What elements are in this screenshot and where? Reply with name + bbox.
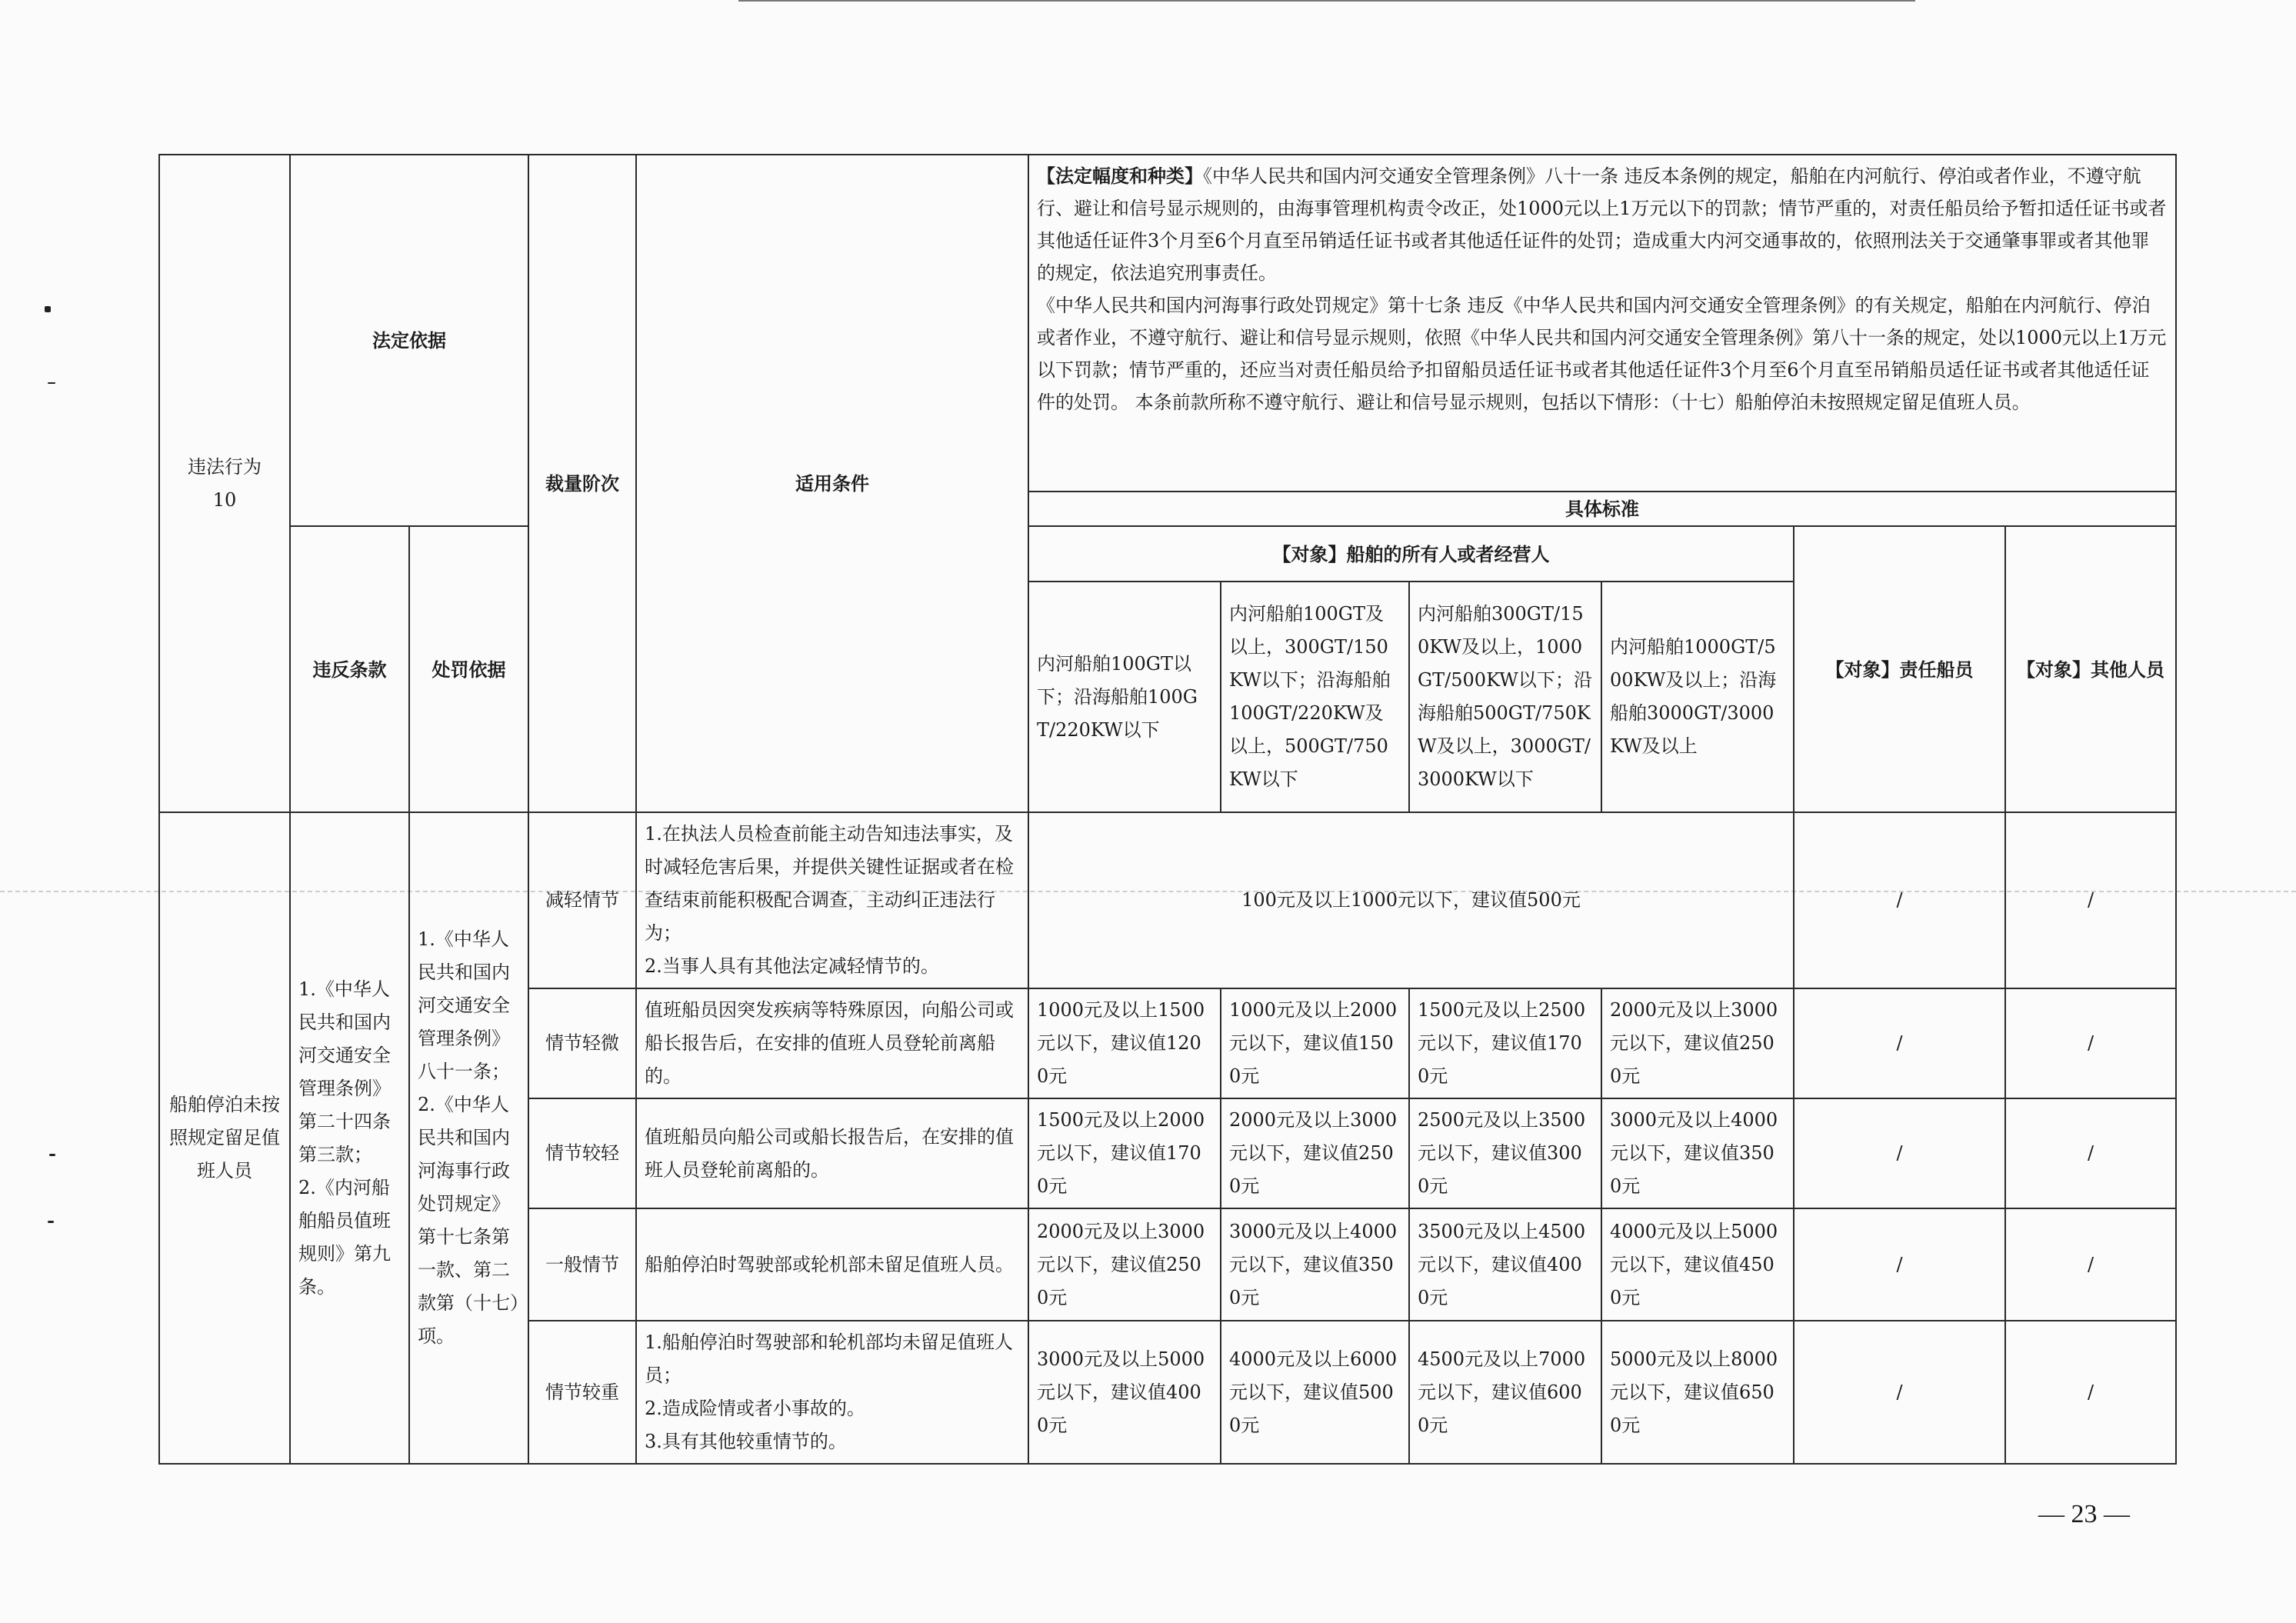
other-cell: / — [2005, 1321, 2176, 1464]
fine-cell: 4500元及以上7000元以下，建议值6000元 — [1409, 1321, 1601, 1464]
crew-cell: / — [1794, 1208, 2005, 1321]
other-cell: / — [2005, 988, 2176, 1098]
fine-cell: 4000元及以上5000元以下，建议值4500元 — [1601, 1208, 1794, 1321]
scan-speck — [48, 382, 55, 384]
crew-cell: / — [1794, 1098, 2005, 1208]
violated-clause-cell: 1.《中华人民共和国内河交通安全管理条例》第二十四条第三款； 2.《内河船舶船员值班规则》第九条。 — [290, 812, 409, 1464]
tier-header: 内河船舶300GT/150KW及以上，1000GT/500KW以下；沿海船舶500GT/750KW及以上，3000GT/3000KW以下 — [1409, 582, 1601, 812]
other-cell: / — [2005, 1098, 2176, 1208]
legal-range-text — [1028, 155, 2176, 492]
condition-column-header: 适用条件 — [636, 155, 1028, 812]
level-cell: 情节轻微 — [528, 988, 636, 1098]
condition-cell: 值班船员向船公司或船长报告后，在安排的值班人员登轮前离船的。 — [636, 1098, 1028, 1208]
fine-merged-cell: 100元及以上1000元以下，建议值500元 — [1028, 812, 1794, 988]
scan-speck — [49, 1154, 55, 1156]
tier-header: 内河船舶1000GT/500KW及以上；沿海船舶3000GT/3000KW及以上 — [1601, 582, 1794, 812]
scan-top-rule — [738, 0, 1915, 2]
legal-range-label: 【法定幅度和种类】 — [1037, 165, 1203, 187]
tier-header: 内河船舶100GT及以上，300GT/150KW以下；沿海船舶100GT/220KW及以上，500GT/750KW以下 — [1221, 582, 1409, 812]
scan-speck — [45, 306, 51, 312]
other-cell: / — [2005, 812, 2176, 988]
penalty-standard-table — [158, 154, 2177, 1465]
legal-basis-header: 法定依据 — [290, 155, 528, 526]
fine-cell: 3000元及以上4000元以下，建议值3500元 — [1601, 1098, 1794, 1208]
page-number: — 23 — — [2038, 1500, 2130, 1528]
condition-cell: 1.船舶停泊时驾驶部和轮机部均未留足值班人员； 2.造成险情或者小事故的。 3.具有其他较重情节的。 — [636, 1321, 1028, 1464]
fine-cell: 3500元及以上4500元以下，建议值4000元 — [1409, 1208, 1601, 1321]
specific-standard-header: 具体标准 — [1028, 492, 2176, 526]
crew-cell: / — [1794, 988, 2005, 1098]
crew-cell: / — [1794, 1321, 2005, 1464]
penalty-basis-cell: 1.《中华人民共和国内河交通安全管理条例》八十一条； 2.《中华人民共和国内河海事行政处罚规定》第十七条第一款、第二款第（十七）项。 — [409, 812, 528, 1464]
fine-cell: 2500元及以上3500元以下，建议值3000元 — [1409, 1098, 1601, 1208]
fine-cell: 1500元及以上2500元以下，建议值1700元 — [1409, 988, 1601, 1098]
condition-cell: 1.在执法人员检查前能主动告知违法事实，及时减轻危害后果，并提供关键性证据或者在检查结束前能积极配合调查，主动纠正违法行为； 2.当事人具有其他法定减轻情节的。 — [636, 812, 1028, 988]
level-cell: 一般情节 — [528, 1208, 636, 1321]
other-cell: / — [2005, 1208, 2176, 1321]
violated-clause-header: 违反条款 — [290, 526, 409, 812]
violation-number-cell: 违法行为 10 — [159, 155, 290, 812]
fine-cell: 1500元及以上2000元以下，建议值1700元 — [1028, 1098, 1221, 1208]
condition-cell: 值班船员因突发疾病等特殊原因，向船公司或船长报告后，在安排的值班人员登轮前离船的。 — [636, 988, 1028, 1098]
legal-range-paragraph-2: 《中华人民共和国内河海事行政处罚规定》第十七条 违反《中华人民共和国内河交通安全管理条例》的有关规定，船舶在内河航行、停泊或者作业，不遵守航行、避让和信号显示规则，依照《中华人民共和国内河交通安全管理条例》第八十一条的规定，处以1000元以上1万元以下罚款；情节严重的，还应当对责任船员给予扣留船员适任证书或者其他适任证件3个月至6个月直至吊销船员适任证书或者其他适任证件的处罚。 本条前款所称不遵守航行、避让和信号显示规则，包括以下情形：（十七）船舶停泊未按照规定留足值班人员。 — [1037, 295, 2167, 413]
tier-header: 内河船舶100GT以下；沿海船舶100GT/220KW以下 — [1028, 582, 1221, 812]
violation-name-cell: 船舶停泊未按照规定留足值班人员 — [159, 812, 290, 1464]
level-cell: 减轻情节 — [528, 812, 636, 988]
fine-cell: 2000元及以上3000元以下，建议值2500元 — [1601, 988, 1794, 1098]
penalty-basis-header: 处罚依据 — [409, 526, 528, 812]
scan-speck — [48, 1221, 54, 1223]
other-target-header: 【对象】其他人员 — [2005, 526, 2176, 812]
fine-cell: 4000元及以上6000元以下，建议值5000元 — [1221, 1321, 1409, 1464]
legal-range-paragraph-1: 《中华人民共和国内河交通安全管理条例》八十一条 违反本条例的规定，船舶在内河航行、停泊或者作业，不遵守航行、避让和信号显示规则的，由海事管理机构责令改正，处1000元以上1万元以下的罚款；情节严重的，对责任船员给予暂扣适任证书或者其他适任证件3个月至6个月直至吊销适任证书或者其他适任证件的处罚；造成重大内河交通事故的，依照刑法关于交通肇事罪或者其他罪的规定，依法追究刑事责任。 — [1037, 165, 2167, 284]
owner-target-header: 【对象】船舶的所有人或者经营人 — [1028, 526, 1794, 582]
level-cell: 情节较重 — [528, 1321, 636, 1464]
fine-cell: 1000元及以上1500元以下，建议值1200元 — [1028, 988, 1221, 1098]
fine-cell: 3000元及以上4000元以下，建议值3500元 — [1221, 1208, 1409, 1321]
fine-cell: 1000元及以上2000元以下，建议值1500元 — [1221, 988, 1409, 1098]
condition-cell: 船舶停泊时驾驶部或轮机部未留足值班人员。 — [636, 1208, 1028, 1321]
fine-cell: 2000元及以上3000元以下，建议值2500元 — [1028, 1208, 1221, 1321]
crew-cell: / — [1794, 812, 2005, 988]
level-column-header: 裁量阶次 — [528, 155, 636, 812]
level-cell: 情节较轻 — [528, 1098, 636, 1208]
crew-target-header: 【对象】责任船员 — [1794, 526, 2005, 812]
fine-cell: 3000元及以上5000元以下，建议值4000元 — [1028, 1321, 1221, 1464]
fine-cell: 2000元及以上3000元以下，建议值2500元 — [1221, 1098, 1409, 1208]
fine-cell: 5000元及以上8000元以下，建议值6500元 — [1601, 1321, 1794, 1464]
